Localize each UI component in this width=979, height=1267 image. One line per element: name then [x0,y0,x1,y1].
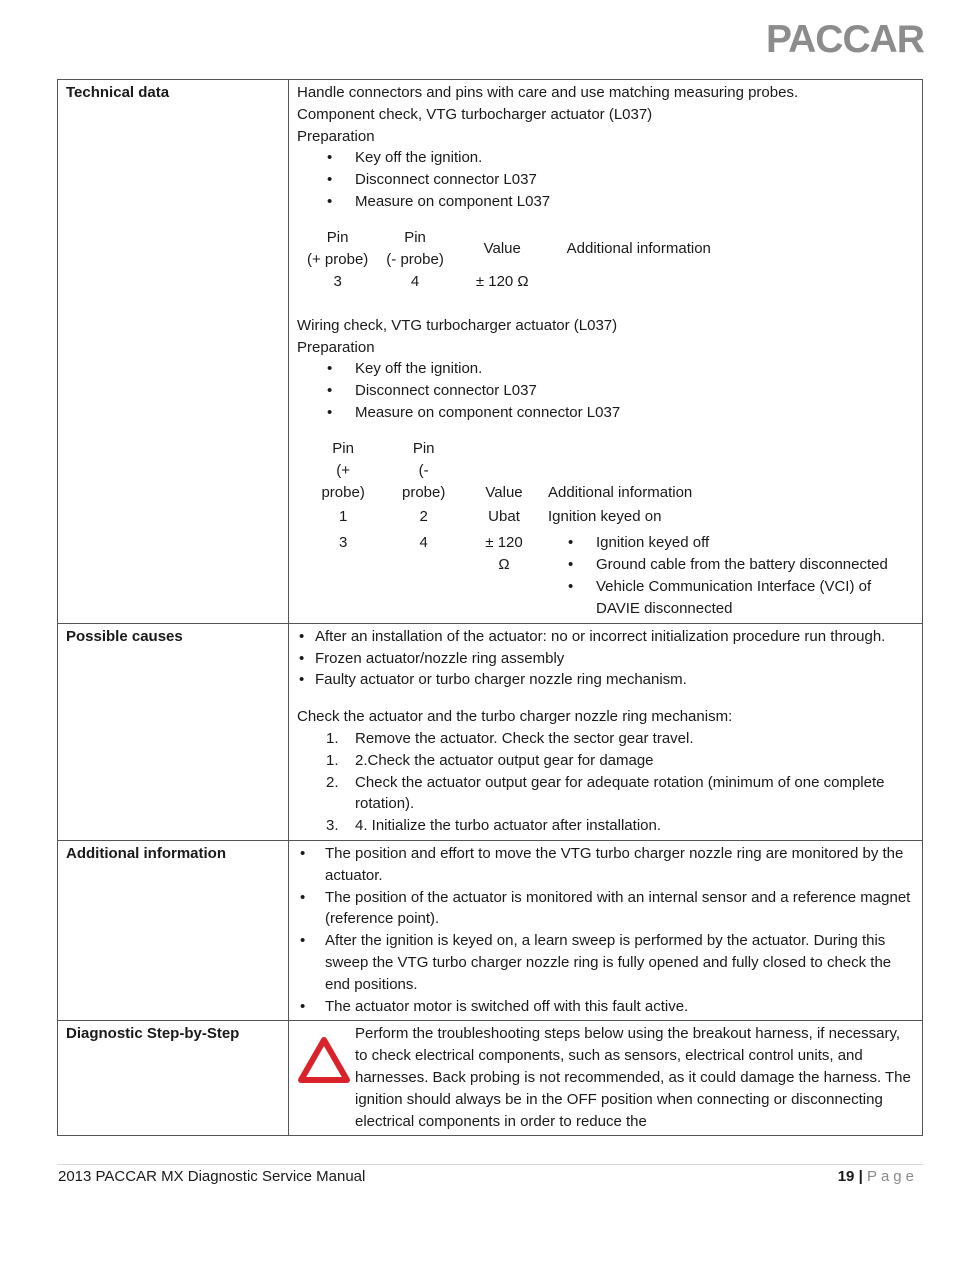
page-separator: | [858,1168,863,1185]
info-list [548,532,908,620]
list-item [326,750,914,772]
table-header-row [307,438,914,504]
list-item: • Disconnect connector L037 [355,169,914,191]
list-item: • After the ignition is keyed on, a learn sweep is performed by the actuator. During this sweep the VTG turbo charger nozzle ring is fully opened and fully closed to check the end positions. [325,930,914,995]
label-diagnostic: Diagnostic Step-by-Step [58,1021,289,1136]
spacer [297,691,914,706]
header-value: Value [485,483,523,501]
header-text: Pin [326,228,349,246]
prep-list-1 [297,147,914,212]
cell-value: ± 120 Ω [475,272,529,290]
cell-pin-minus: 2 [419,507,428,525]
check-intro: Check the actuator and the turbo charger nozzle ring mechanism: [297,708,733,726]
footer-title: 2013 PACCAR MX Diagnostic Service Manual [58,1168,366,1185]
row-additional-information [58,840,923,1020]
step-number: 1. [326,751,339,769]
header-text: (- probe) [386,250,444,268]
cell-pin-plus: 1 [338,507,348,525]
header-pin-plus [307,438,379,504]
footer-page [838,1168,918,1185]
wiring-check-title: Wiring check, VTG turbocharger actuator (L037) [297,316,618,334]
list-item: • The position of the actuator is monitored with an internal sensor and a reference magnet (reference point). [325,887,914,931]
list-item: • Measure on component connector L037 [355,402,914,424]
header-text: (- probe) [401,461,446,501]
list-item: • Faulty actuator or turbo charger nozzle ring mechanism. [315,669,914,691]
content-technical-data [289,80,923,624]
component-check-table [301,227,717,293]
header-additional-info: Additional information [548,483,693,501]
cell-pin-minus: 4 [410,272,420,290]
preparation-label: Preparation [297,127,375,145]
prep-list-2 [297,358,914,423]
list-item: • After an installation of the actuator: no or incorrect initialization procedure run through. [315,626,914,648]
warning-text: Perform the troubleshooting steps below using the breakout harness, if necessary, to check electrical components, such as sensors, electrical control units, and harnesses. Back probing is not recommended, as it could damage the harness. The ignition should always be in the OFF position when connecting or disconnecting electrical components in order to reduce the [355,1025,911,1130]
header-text: Pin [404,228,426,246]
cell-pin-plus: 3 [333,272,342,290]
step-text: 4. Initialize the turbo actuator after installation. [355,817,662,835]
step-number: 1. [326,729,339,747]
label-additional-information: Additional information [58,840,289,1020]
step-number: 2. [326,773,339,791]
component-check-title: Component check, VTG turbocharger actuator (L037) [297,105,653,123]
row-diagnostic [58,1021,923,1136]
table-row [307,504,914,528]
cell-info [551,271,717,293]
header-text: Pin [412,439,435,457]
header-additional-info: Additional information [566,239,711,257]
intro-line: Handle connectors and pins with care and use matching measuring probes. [297,84,799,101]
list-item: • Frozen actuator/nozzle ring assembly [315,648,914,670]
steps-list [297,728,914,837]
cell-info [540,528,914,620]
content-additional-information [289,840,923,1020]
header-pin-plus [301,227,374,271]
step-text: 2.Check the actuator output gear for damage [355,751,654,769]
table-row [307,528,914,620]
step-text: Check the actuator output gear for adequate rotation (minimum of one complete rotation). [355,773,885,813]
list-item: • Key off the ignition. [355,358,914,380]
list-item: • The position and effort to move the VTG turbo charger nozzle ring are monitored by the actuator. [325,843,914,887]
cell-pin-plus: 3 [338,533,348,551]
header-pin-minus [379,438,458,504]
warning-block [297,1023,914,1132]
logo-text: PACCAR [766,18,924,58]
list-item [326,772,914,816]
content-possible-causes [289,623,923,840]
page-number: 19 [837,1168,855,1185]
content-diagnostic [289,1021,923,1136]
list-item: • Disconnect connector L037 [355,380,914,402]
preparation-label: Preparation [297,338,375,356]
cell-value: Ubat [488,507,520,525]
table-row [301,271,717,293]
header-text: Pin [332,439,354,457]
diagnostic-table [57,79,923,1136]
paccar-logo [766,18,924,58]
cell-pin-minus: 4 [419,533,428,551]
list-item [326,728,914,750]
list-item: • Ground cable from the battery disconnected [596,554,908,576]
row-technical-data [58,80,923,624]
step-text: Remove the actuator. Check the sector gear travel. [355,729,694,747]
step-number: 3. [326,817,339,835]
list-item: • Vehicle Communication Interface (VCI) of DAVIE disconnected [596,576,908,620]
header-value: Value [483,239,521,257]
warning-triangle-icon [297,1035,351,1085]
table-header-row [301,227,717,271]
wiring-check-table [307,438,914,620]
header-text: (+ probe) [307,250,369,268]
header-text: (+ probe) [321,461,365,501]
list-item: • Ignition keyed off [596,532,908,554]
header-pin-minus [374,227,450,271]
label-possible-causes: Possible causes [58,623,289,840]
cell-info: Ignition keyed on [548,507,662,525]
page-word: Page [866,1168,918,1185]
list-item: • Key off the ignition. [355,147,914,169]
list-item [326,815,914,837]
spacer [297,293,914,315]
label-technical-data: Technical data [58,80,289,624]
info-bullets [297,843,914,1017]
list-item: • The actuator motor is switched off with this fault active. [325,996,914,1018]
list-item: • Measure on component L037 [355,191,914,213]
cell-value: ± 120 Ω [485,533,523,573]
causes-list [297,626,914,691]
footer-divider [57,1164,923,1165]
row-possible-causes [58,623,923,840]
